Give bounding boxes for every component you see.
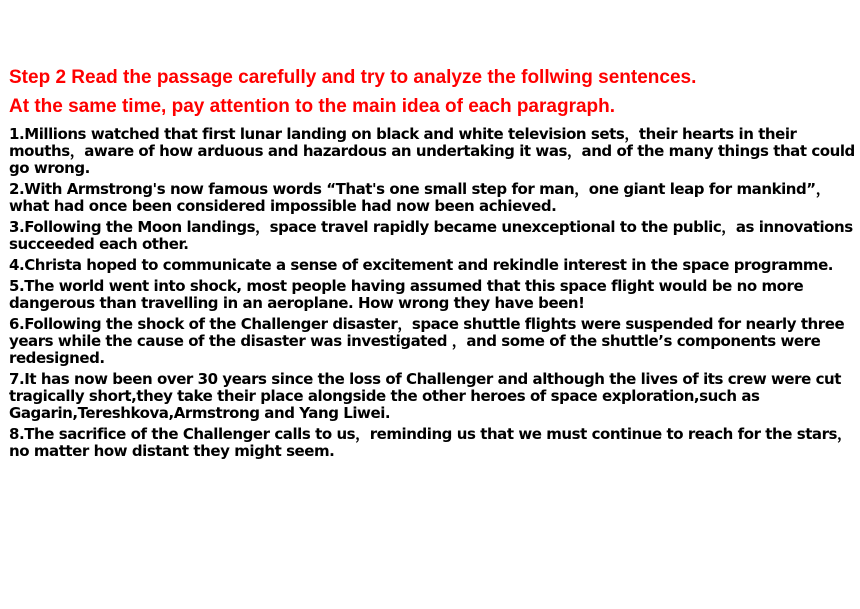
sentence-3: 3.Following the Moon landings，space travel rapidly became unexceptional to the public，as innovations succeeded each other.: [9, 218, 853, 253]
sentence-2: 2.With Armstrong's now famous words “That's one small step for man，one giant leap for mankind”，what had once been considered impossible had now been achieved.: [9, 180, 831, 215]
sentence-5: 5.The world went into shock, most people having assumed that this space flight would be no more dangerous than travelling in an aeroplane. How wrong they have been!: [9, 277, 804, 312]
sentence-6: 6.Following the shock of the Challenger disaster，space shuttle flights were suspended for nearly three years while the cause of the disaster was investigated ，and some of the shuttle’s components were redesigned.: [9, 315, 845, 367]
instruction-heading-step: Step 2 Read the passage carefully and try to analyze the follwing sentences.: [9, 67, 697, 88]
sentence-4: 4.Christa hoped to communicate a sense of excitement and rekindle interest in the space programme.: [9, 256, 834, 274]
sentence-8: 8.The sacrifice of the Challenger calls to us，reminding us that we must continue to reach for the stars，no matter how distant they might seem.: [9, 425, 852, 460]
sentence-1: 1.Millions watched that first lunar landing on black and white television sets，their hearts in their mouths，aware of how arduous and hazardous an undertaking it was，and of the many things that could go wrong.: [9, 125, 855, 177]
sentence-list: [9, 126, 855, 464]
sentence-7: 7.It has now been over 30 years since the loss of Challenger and although the lives of its crew were cut tragically short,they take their place alongside the other heroes of space exploration,such as Gagarin,Tereshkova,Armstrong and Yang Liwei.: [9, 370, 841, 422]
instruction-heading-main-idea: At the same time, pay attention to the main idea of each paragraph.: [9, 96, 616, 117]
